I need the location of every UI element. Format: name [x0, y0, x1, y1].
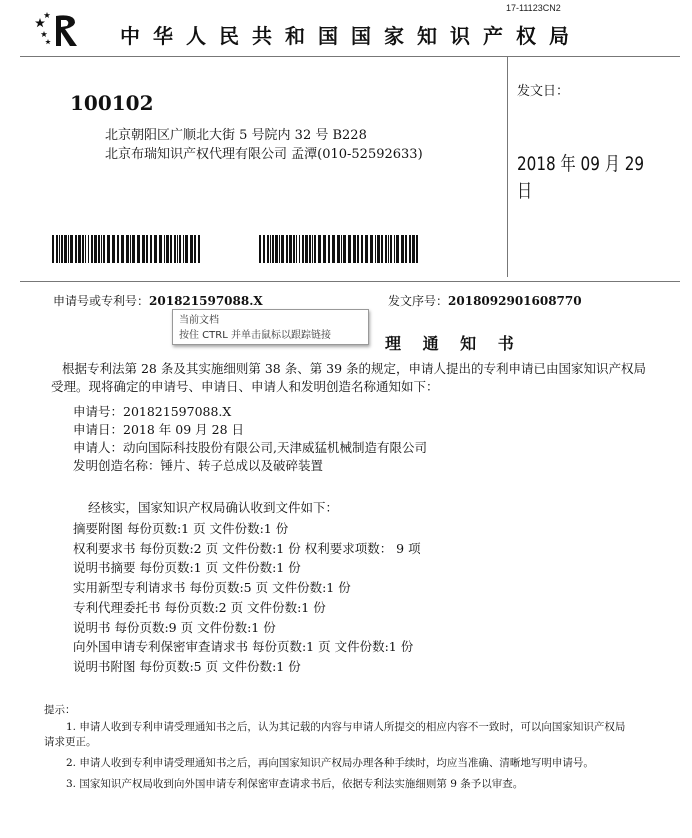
detail-application-date: 申请日：2018 年 09 月 28 日 [73, 422, 244, 437]
barcode-bar [332, 235, 335, 263]
barcode-bar [64, 235, 67, 263]
barcode-bar [381, 235, 383, 263]
header-title: 中华人民共和国国家知识产权局 [120, 24, 582, 48]
serial-number: 2018092901608770 [448, 294, 582, 308]
barcode-bar [388, 235, 389, 263]
application-details [73, 403, 427, 475]
address-line-2: 北京布瑞知识产权代理有限公司 孟潭(010-52592633) [105, 147, 423, 162]
barcode-bar [377, 235, 380, 263]
barcode-bar [166, 235, 169, 263]
notes-label: 提示： [44, 704, 76, 716]
received-files-list [73, 519, 421, 677]
barcode-bar [117, 235, 119, 263]
barcode-bar [416, 235, 418, 263]
barcode-bar [337, 235, 340, 263]
tooltip-line-2: 按住 CTRL 并单击鼠标以跟踪链接 [179, 330, 331, 341]
barcode-bar [390, 235, 392, 263]
intro-paragraph [51, 360, 682, 396]
barcode-bar [328, 235, 330, 263]
barcode-bar [190, 235, 193, 263]
barcode-bar [263, 235, 265, 263]
barcode-bar [353, 235, 356, 263]
barcode-bar [275, 235, 278, 263]
barcode-bar [107, 235, 110, 263]
file-item: 摘要附图 每份页数:1 页 文件份数:1 份 [73, 521, 289, 536]
tooltip-line-1: 当前文档 [179, 315, 219, 326]
header-divider [20, 56, 680, 57]
barcode-bar [174, 235, 176, 263]
barcode-bar [177, 235, 178, 263]
barcode-bar [286, 235, 288, 263]
barcode-bar [146, 235, 148, 263]
cnipa-logo-icon [34, 10, 92, 48]
file-item: 说明书 每份页数:9 页 文件份数:1 份 [73, 619, 276, 635]
barcode-bar [59, 235, 60, 263]
barcode-bar [312, 235, 313, 263]
barcode-bar [112, 235, 115, 263]
barcode-bar [179, 235, 181, 263]
barcode-bar [348, 235, 351, 263]
barcode-bar [170, 235, 172, 263]
barcode-bar [343, 235, 346, 263]
barcode-bar [164, 235, 165, 263]
barcode-bar [121, 235, 124, 263]
barcode-bar [137, 235, 140, 263]
barcode-right [259, 235, 420, 263]
vertical-divider [507, 57, 508, 277]
serial-number-row [388, 292, 582, 309]
barcode-bar [289, 235, 292, 263]
file-item: 实用新型专利请求书 每份页数:5 页 文件份数:1 份 [73, 580, 351, 596]
barcode-bar [142, 235, 145, 263]
barcode-bar [305, 235, 308, 263]
barcode-bar [68, 235, 69, 263]
application-number-label: 申请号或专利号： [53, 294, 150, 308]
barcode-bar [130, 235, 131, 263]
intro-line-1: 根据专利法第 28 条及其实施细则第 38 条、第 39 条的规定，申请人提出的专利申请已由国家知识产权局 [62, 361, 647, 376]
note-3: 3. 国家知识产权局收到向外国申请专利保密审查请求书后，依据专利法实施细则第 9 条予以审查。 [66, 778, 524, 790]
address-line-1: 北京朝阳区广顺北大街 5 号院内 32 号 B228 [105, 128, 367, 143]
application-number: 201821597088.X [149, 294, 263, 308]
barcode-bar [103, 235, 105, 263]
serial-number-label: 发文序号： [388, 294, 449, 308]
barcode-bar [361, 235, 363, 263]
barcode-bar [318, 235, 321, 263]
barcode-bar [357, 235, 359, 263]
barcode-bar [270, 235, 271, 263]
issue-date: 2018 年 09 月 29 日 [517, 153, 645, 202]
barcode-bar [126, 235, 129, 263]
note-2: 2. 申请人收到专利申请受理通知书之后，再向国家知识产权局办理各种手续时，均应当准确、清晰地写明申请号。 [66, 757, 594, 769]
barcode-bar [98, 235, 100, 263]
barcode-bar [375, 235, 376, 263]
barcode-bar [302, 235, 304, 263]
application-number-row [53, 292, 263, 309]
barcode-bar [341, 235, 342, 263]
detail-applicant: 申请人：动向国际科技股份有限公司,天津威猛机械制造有限公司 [73, 440, 427, 455]
barcode-bar [75, 235, 77, 263]
barcode-bar [82, 235, 84, 263]
barcode-bar [365, 235, 368, 263]
intro-line-2: 受理。现将确定的申请号、申请日、申请人和发明创造名称通知如下： [51, 379, 439, 394]
barcode-bar [94, 235, 97, 263]
barcode-bar [88, 235, 89, 263]
postcode: 100102 [70, 91, 154, 115]
barcode-bar [56, 235, 58, 263]
barcode-bar [323, 235, 326, 263]
barcode-bar [91, 235, 93, 263]
file-item: 专利代理委托书 每份页数:2 页 文件份数:1 份 [73, 599, 326, 615]
file-item: 权利要求书 每份页数:2 页 文件份数:1 份 权利要求项数： 9 项 [73, 540, 421, 556]
barcode-bar [405, 235, 407, 263]
barcode-bar [78, 235, 81, 263]
barcode-bar [385, 235, 387, 263]
barcode-bar [159, 235, 162, 263]
note-1: 1. 申请人收到专利申请受理通知书之后，认为其记载的内容与申请人所提交的相应内容不一致时，可以向国家知识产权局 [66, 721, 626, 733]
detail-application-number: 申请号：201821597088.X [73, 404, 232, 419]
barcode-bar [409, 235, 411, 263]
barcode-bar [259, 235, 261, 263]
detail-invention-title: 发明创造名称：锤片、转子总成以及破碎装置 [73, 458, 324, 473]
barcode-bar [279, 235, 280, 263]
barcode-bar [194, 235, 196, 263]
barcode-bar [183, 235, 184, 263]
barcode-bar [132, 235, 135, 263]
barcode-bar [396, 235, 399, 263]
barcode-bar [52, 235, 54, 263]
barcode-bar [198, 235, 200, 263]
barcode-bar [299, 235, 300, 263]
barcode-bar [401, 235, 404, 263]
barcode-bar [150, 235, 152, 263]
file-item: 说明书附图 每份页数:5 页 文件份数:1 份 [73, 658, 301, 674]
document-title: 理 通 知 书 [385, 334, 522, 353]
file-item: 说明书摘要 每份页数:1 页 文件份数:1 份 [73, 560, 301, 576]
barcode-bar [70, 235, 73, 263]
note-1-continued: 请求更正。 [44, 736, 97, 748]
barcode-bar [61, 235, 63, 263]
verified-intro: 经核实，国家知识产权局确认收到文件如下： [88, 500, 339, 515]
barcode-left [52, 235, 201, 263]
barcode-bar [309, 235, 311, 263]
barcode-bar [185, 235, 188, 263]
barcode-bar [412, 235, 415, 263]
link-tooltip [172, 309, 369, 345]
barcode-bar [267, 235, 269, 263]
barcode-bar [272, 235, 274, 263]
barcode-bar [101, 235, 102, 263]
barcode-bar [314, 235, 316, 263]
file-item: 向外国申请专利保密审查请求书 每份页数:1 页 文件份数:1 份 [73, 639, 414, 655]
barcode-bar [296, 235, 297, 263]
barcode-bar [370, 235, 373, 263]
notes-list [44, 720, 684, 792]
document-code: 17-11123CN2 [506, 3, 561, 13]
barcode-bar [154, 235, 157, 263]
barcode-bar [293, 235, 295, 263]
issue-date-label: 发文日： [517, 84, 570, 99]
barcode-divider [20, 281, 680, 282]
barcode-bar [394, 235, 395, 263]
barcode-bar [281, 235, 284, 263]
barcode-bar [85, 235, 86, 263]
